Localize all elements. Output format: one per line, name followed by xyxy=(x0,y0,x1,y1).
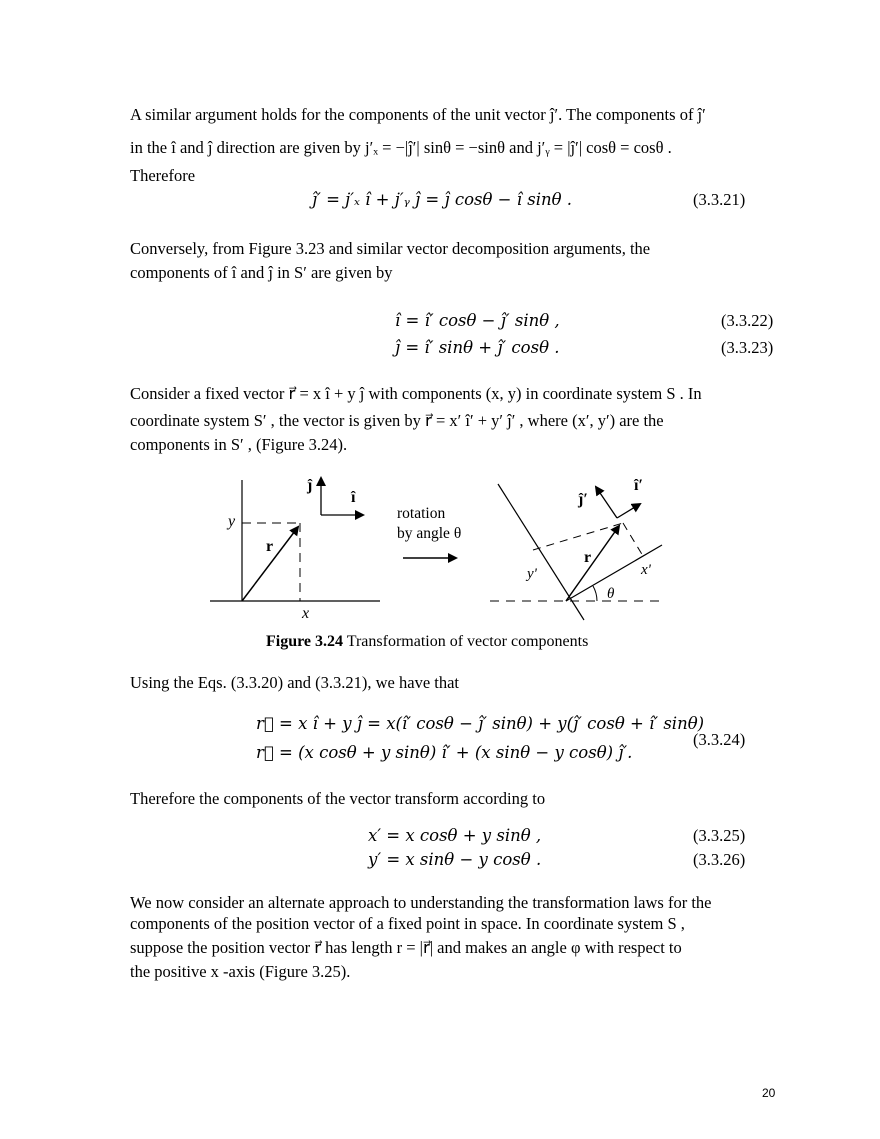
equation-number: (3.3.24) xyxy=(693,730,746,749)
label-j-hat: ĵ xyxy=(307,477,313,494)
label-y: y xyxy=(228,513,236,530)
angle-text: by angle θ xyxy=(397,525,462,542)
equation-3-3-21: ĵ′ = j′ₓ î + j′ᵧ ĵ = ĵ cosθ − î sinθ . xyxy=(312,190,573,209)
label-j-prime: ĵ′ xyxy=(578,491,588,508)
page-number: 20 xyxy=(762,1086,776,1100)
label-r: r⃗ xyxy=(266,538,286,555)
text-line: Using the Eqs. (3.3.20) and (3.3.21), we have that xyxy=(130,673,460,692)
text-line: coordinate system S′ , the vector is given by r⃗ = x′ î′ + y′ ĵ′ , where (x′, y′) are the xyxy=(130,411,664,430)
figure-caption xyxy=(266,632,588,652)
equation-3-3-24b: r⃗ = (x cosθ + y sinθ) î′ + (x sinθ − y cosθ) ĵ′. xyxy=(256,743,633,762)
equation-3-3-22: î = î′ cosθ − ĵ′ sinθ , xyxy=(395,311,560,330)
label-i-hat: î xyxy=(351,489,356,506)
label-theta: θ xyxy=(607,586,615,602)
text-line: components in S′ , (Figure 3.24). xyxy=(130,435,348,454)
rotated-y-axis xyxy=(498,484,584,620)
text-line: suppose the position vector r⃗ has length r = |r⃗| and makes an angle φ with respect to xyxy=(130,938,682,957)
rotation-text: rotation xyxy=(397,505,446,522)
right-diagram xyxy=(490,477,662,620)
label-i-prime: î′ xyxy=(634,477,643,494)
text-line: components of the position vector of a fixed point in space. In coordinate system S , xyxy=(130,914,685,933)
equation-number: (3.3.22) xyxy=(721,311,774,330)
left-diagram xyxy=(210,477,380,622)
j-prime-unit-arrow xyxy=(596,487,617,518)
label-x: x xyxy=(302,605,310,622)
text-line: the positive x -axis (Figure 3.25). xyxy=(130,962,351,981)
i-prime-unit-arrow xyxy=(617,504,640,518)
text-line: in the î and ĵ direction are given by j′ₓ = −|ĵ′| sinθ = −sinθ and j′ᵧ = |ĵ′| cosθ = cosθ . xyxy=(130,138,672,157)
equation-number: (3.3.25) xyxy=(693,826,746,845)
y-prime-projection-dash xyxy=(533,523,623,550)
figure-3-24 xyxy=(200,470,680,630)
equation-3-3-24a: r⃗ = x î + y ĵ = x(î′ cosθ − ĵ′ sinθ) + y(ĵ′ cosθ + î′ sinθ) xyxy=(256,714,705,733)
text-line: Therefore the components of the vector transform according to xyxy=(130,789,546,808)
equation-3-3-26: y′ = x sinθ − y cosθ . xyxy=(368,850,542,869)
text-line: Consider a fixed vector r⃗ = x î + y ĵ with components (x, y) in coordinate system S . In xyxy=(130,384,702,403)
theta-arc xyxy=(593,586,597,601)
text-line: Conversely, from Figure 3.23 and similar vector decomposition arguments, the xyxy=(130,239,651,258)
equation-number: (3.3.23) xyxy=(721,338,774,357)
rotation-label xyxy=(397,505,461,558)
caption-text: Transformation of vector components xyxy=(343,633,589,650)
label-y-prime: y' xyxy=(527,566,537,582)
equation-number: (3.3.21) xyxy=(693,190,746,209)
text-line: We now consider an alternate approach to understanding the transformation laws for the xyxy=(130,893,712,912)
label-x-prime: x' xyxy=(641,562,651,578)
text-line: A similar argument holds for the components of the unit vector ĵ′. The components of ĵ′ xyxy=(130,105,706,124)
x-prime-projection-dash xyxy=(623,523,643,556)
equation-3-3-23: ĵ = î′ sinθ + ĵ′ cosθ . xyxy=(395,338,560,357)
equation-number: (3.3.26) xyxy=(693,850,746,869)
label-r: r⃗ xyxy=(584,549,604,566)
text-line: components of î and ĵ in S′ are given by xyxy=(130,263,393,282)
text-line: Therefore xyxy=(130,166,196,185)
equation-3-3-25: x′ = x cosθ + y sinθ , xyxy=(368,826,542,845)
caption-label: Figure 3.24 xyxy=(266,633,344,650)
